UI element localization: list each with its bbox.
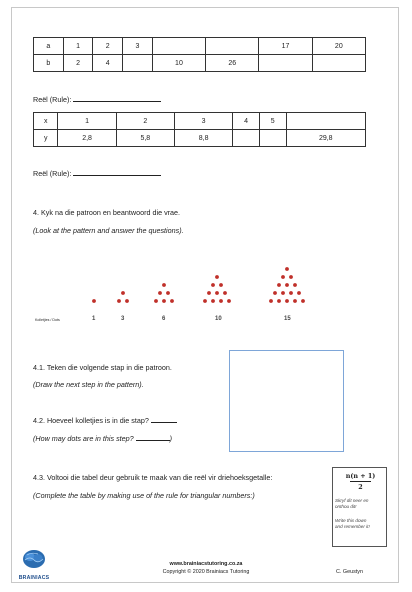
- table-cell: 29,8: [286, 130, 365, 147]
- formula-note-af: [335, 498, 368, 510]
- table-cell: 20: [312, 38, 365, 55]
- note-line: and remember it!: [335, 524, 370, 529]
- q42-answer-blank-en[interactable]: [136, 440, 170, 441]
- pattern-dot: [215, 291, 219, 295]
- pattern-dot: [223, 291, 227, 295]
- pattern-dot: [281, 275, 285, 279]
- q42-answer-blank[interactable]: [151, 422, 177, 423]
- table-cell: [233, 130, 260, 147]
- rule-answer-blank[interactable]: [73, 101, 161, 102]
- table-cell: 2,8: [58, 130, 116, 147]
- pattern-dot: [293, 283, 297, 287]
- pattern-dot: [211, 299, 215, 303]
- q41-text: 4.1. Teken die volgende stap in die patroon.: [33, 363, 172, 372]
- table-cell: 10: [152, 55, 205, 72]
- footer-website[interactable]: www.brainiacstutoring.co.za: [169, 561, 243, 567]
- pattern-dot: [269, 299, 273, 303]
- table-cell: 5,8: [116, 130, 174, 147]
- q4-heading-en: (Look at the pattern and answer the questions).: [33, 226, 184, 235]
- table-row: [34, 130, 366, 147]
- table-cell: 5: [259, 113, 286, 130]
- table-cell: [123, 55, 153, 72]
- q4-heading: 4. Kyk na die patroon en beantwoord die vrae.: [33, 208, 181, 217]
- table-cell: 3: [123, 38, 153, 55]
- table-cell: [259, 55, 312, 72]
- pattern-dot: [227, 299, 231, 303]
- logo-text: BRAINIACS: [18, 575, 50, 581]
- rule-line-1: [33, 95, 161, 104]
- table-cell: 1: [58, 113, 116, 130]
- table-cell: 17: [259, 38, 312, 55]
- table-cell: x: [34, 113, 58, 130]
- table-cell: 26: [206, 55, 259, 72]
- pattern-dot: [117, 299, 121, 303]
- table-cell: 2: [116, 113, 174, 130]
- pattern-table-ab: [33, 37, 366, 72]
- note-line: Write this down: [335, 518, 367, 523]
- table-cell: [206, 38, 259, 55]
- rule-label: Reël (Rule):: [33, 169, 72, 178]
- formula-numerator: n(n + 1): [345, 472, 376, 480]
- pattern-count: 6: [162, 316, 166, 322]
- table-cell: 2: [93, 38, 123, 55]
- q42-text-en: (How may dots are in this step?: [33, 434, 134, 443]
- table-row: [34, 113, 366, 130]
- table-cell: 2: [63, 55, 93, 72]
- q42-text: 4.2. Hoeveel kolletjies is in die stap?: [33, 416, 149, 425]
- note-line: Skryf dit neer en: [335, 498, 369, 503]
- pattern-dot: [166, 291, 170, 295]
- pattern-count: 10: [215, 316, 222, 322]
- pattern-table-xy: [33, 112, 366, 147]
- table-row: [34, 55, 366, 72]
- table-cell: 4: [93, 55, 123, 72]
- q42-line-en: (How may dots are in this step? ): [33, 434, 173, 443]
- pattern-dot: [277, 283, 281, 287]
- pattern-dot: [203, 299, 207, 303]
- pattern-dot: [219, 283, 223, 287]
- fraction-bar: [350, 481, 371, 482]
- pattern-dot: [162, 299, 166, 303]
- table-cell: a: [34, 38, 64, 55]
- pattern-count: 1: [92, 316, 96, 322]
- pattern-dot: [219, 299, 223, 303]
- pattern-dot: [211, 283, 215, 287]
- q41-text-en: (Draw the next step in the pattern).: [33, 380, 144, 389]
- pattern-dot: [285, 283, 289, 287]
- rule-label: Reël (Rule):: [33, 95, 72, 104]
- note-line: onthou dit!: [335, 504, 357, 509]
- pattern-dot: [92, 299, 96, 303]
- table-cell: b: [34, 55, 64, 72]
- pattern-dot: [297, 291, 301, 295]
- pattern-dot: [277, 299, 281, 303]
- pattern-dot: [285, 267, 289, 271]
- rule-answer-blank[interactable]: [73, 175, 161, 176]
- pattern-dot: [170, 299, 174, 303]
- table-cell: [259, 130, 286, 147]
- formula-box: [332, 467, 387, 547]
- drawing-answer-box[interactable]: [229, 350, 344, 452]
- q43-text: 4.3. Voltooi die tabel deur gebruik te maak van die reël vir driehoeksgetalle:: [33, 473, 273, 482]
- pattern-dot: [125, 299, 129, 303]
- pattern-count: 15: [284, 316, 291, 322]
- formula-note-en: [335, 518, 370, 530]
- pattern-label: Kolletjies / Dots: [35, 318, 60, 322]
- formula-denominator: 2: [358, 483, 363, 491]
- table-cell: 1: [63, 38, 93, 55]
- pattern-dot: [285, 299, 289, 303]
- pattern-dot: [158, 291, 162, 295]
- table-row: [34, 38, 366, 55]
- q43-text-en: (Complete the table by making use of the rule for triangular numbers:): [33, 491, 255, 500]
- table-cell: 3: [174, 113, 232, 130]
- pattern-dot: [207, 291, 211, 295]
- pattern-dot: [154, 299, 158, 303]
- rule-line-2: [33, 169, 161, 178]
- pattern-dot: [293, 299, 297, 303]
- pattern-dot: [289, 275, 293, 279]
- pattern-dot: [281, 291, 285, 295]
- pattern-dot: [162, 283, 166, 287]
- table-cell: [312, 55, 365, 72]
- pattern-dot: [121, 291, 125, 295]
- pattern-dot: [301, 299, 305, 303]
- table-cell: 4: [233, 113, 260, 130]
- pattern-dot: [273, 291, 277, 295]
- footer-copyright: Copyright © 2020 Brainiacs Tutoring: [162, 569, 250, 575]
- q42-line: [33, 416, 177, 425]
- table-cell: y: [34, 130, 58, 147]
- pattern-dot: [215, 275, 219, 279]
- table-cell: 8,8: [174, 130, 232, 147]
- table-cell: [152, 38, 205, 55]
- footer-author: C. Geustyn: [336, 569, 363, 575]
- pattern-count: 3: [121, 316, 125, 322]
- table-cell: [286, 113, 365, 130]
- pattern-dot: [289, 291, 293, 295]
